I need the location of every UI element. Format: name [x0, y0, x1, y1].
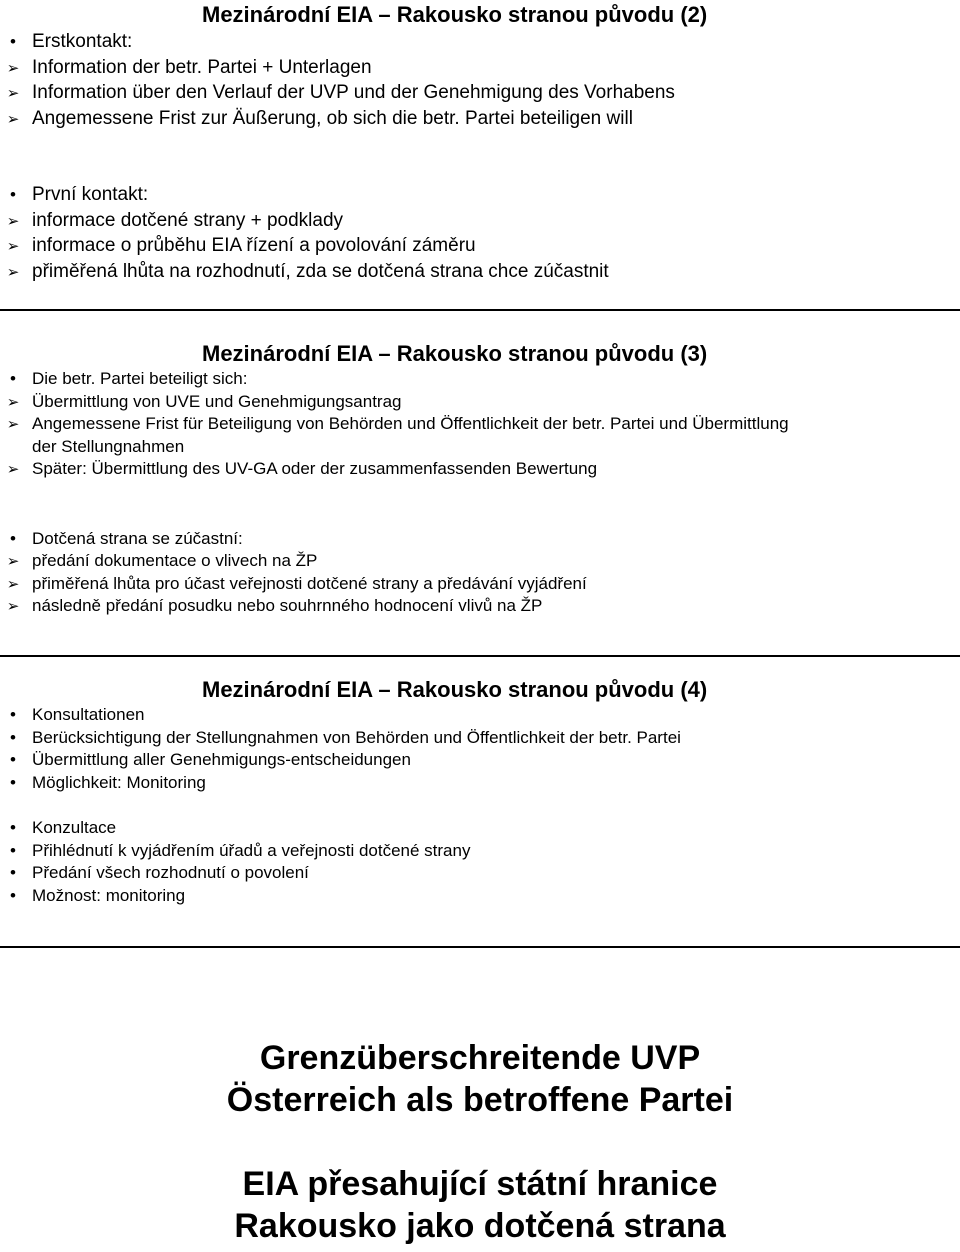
list-item: • Erstkontakt: — [0, 29, 960, 55]
list-item: • Konzultace — [0, 817, 960, 840]
bullet-icon — [0, 727, 26, 750]
list-item: • Übermittlung aller Genehmigungs-entscheidungen — [0, 749, 960, 772]
slide-5-title-line-2: Österreich als betroffene Partei — [226, 1081, 734, 1119]
bullet-icon — [0, 885, 26, 908]
arrow-bullet-icon — [0, 595, 26, 619]
arrow-bullet-icon — [0, 208, 26, 235]
arrow-bullet-icon — [0, 573, 26, 597]
slide-5-subtitle-line-2: Rakousko jako dotčená strana — [234, 1207, 726, 1245]
bullet-icon — [0, 862, 26, 885]
slide-4-title: Mezinárodní EIA – Rakousko stranou původu (4) — [202, 677, 708, 702]
bullet-icon — [0, 182, 26, 208]
arrow-bullet-icon — [0, 259, 26, 286]
slide-divider — [0, 655, 960, 657]
slide-2-list-czech — [0, 182, 960, 284]
arrow-bullet-icon — [0, 106, 26, 133]
list-item: ➢ informace o průběhu EIA řízení a povolování záměru — [0, 233, 960, 259]
list-item: ➢ Information über den Verlauf der UVP und der Genehmigung des Vorhabens — [0, 80, 960, 106]
arrow-bullet-icon — [0, 550, 26, 574]
slide-3-list-czech — [0, 528, 960, 618]
slide-4-list-german — [0, 704, 960, 794]
slide-4 — [0, 676, 960, 907]
arrow-bullet-icon — [0, 233, 26, 260]
slide-5-subtitle-line-1: EIA přesahující státní hranice — [242, 1165, 718, 1203]
list-item: ➢ předání dokumentace o vlivech na ŽP — [0, 550, 960, 573]
list-item: ➢ Angemessene Frist zur Äußerung, ob sich die betr. Partei beteiligen will — [0, 106, 960, 132]
bullet-icon — [0, 29, 26, 55]
slide-2-list-german — [0, 29, 960, 131]
bullet-icon — [0, 772, 26, 795]
bullet-icon — [0, 817, 26, 840]
slide-5-title-line-1: Grenzüberschreitende UVP — [259, 1039, 701, 1077]
slide-3-title: Mezinárodní EIA – Rakousko stranou původu (3) — [202, 341, 708, 366]
list-item: • Možnost: monitoring — [0, 885, 960, 908]
list-item: • Berücksichtigung der Stellungnahmen von Behörden und Öffentlichkeit der betr. Partei — [0, 727, 960, 750]
arrow-bullet-icon — [0, 80, 26, 107]
bullet-icon — [0, 528, 26, 551]
slide-3-list-german — [0, 368, 960, 481]
slide-2-title: Mezinárodní EIA – Rakousko stranou původu (2) — [202, 2, 708, 27]
arrow-bullet-icon — [0, 458, 26, 482]
list-item: • Předání všech rozhodnutí o povolení — [0, 862, 960, 885]
list-item: ➢ Information der betr. Partei + Unterlagen — [0, 55, 960, 81]
list-item: • Dotčená strana se zúčastní: — [0, 528, 960, 551]
bullet-icon — [0, 749, 26, 772]
bullet-icon — [0, 840, 26, 863]
arrow-bullet-icon — [0, 391, 26, 415]
list-item: • Konsultationen — [0, 704, 960, 727]
list-item: • První kontakt: — [0, 182, 960, 208]
bullet-icon — [0, 368, 26, 391]
list-item: ➢ následně předání posudku nebo souhrnného hodnocení vlivů na ŽP — [0, 595, 960, 618]
list-item: ➢ Übermittlung von UVE und Genehmigungsantrag — [0, 391, 960, 414]
list-item: • Möglichkeit: Monitoring — [0, 772, 960, 795]
slide-3 — [0, 340, 960, 618]
slide-2 — [0, 0, 960, 284]
list-item: ➢ Später: Übermittlung des UV-GA oder der zusammenfassenden Bewertung — [0, 458, 960, 481]
slide-4-list-czech — [0, 817, 960, 907]
list-item: • Přihlédnutí k vyjádřením úřadů a veřejnosti dotčené strany — [0, 840, 960, 863]
list-item: ➢ informace dotčené strany + podklady — [0, 208, 960, 234]
list-item: ➢ přiměřená lhůta na rozhodnutí, zda se dotčená strana chce zúčastnit — [0, 259, 960, 285]
list-item: ➢ přiměřená lhůta pro účast veřejnosti dotčené strany a předávání vyjádření — [0, 573, 960, 596]
slide-divider — [0, 309, 960, 311]
arrow-bullet-icon — [0, 413, 26, 437]
slide-divider — [0, 946, 960, 948]
bullet-icon — [0, 704, 26, 727]
list-item: ➢ Angemessene Frist für Beteiligung von Behörden und Öffentlichkeit der betr. Partei und Übermittlung — [0, 413, 960, 436]
list-item-continuation: der Stellungnahmen — [32, 436, 185, 456]
arrow-bullet-icon — [0, 55, 26, 82]
list-item: • Die betr. Partei beteiligt sich: — [0, 368, 960, 391]
